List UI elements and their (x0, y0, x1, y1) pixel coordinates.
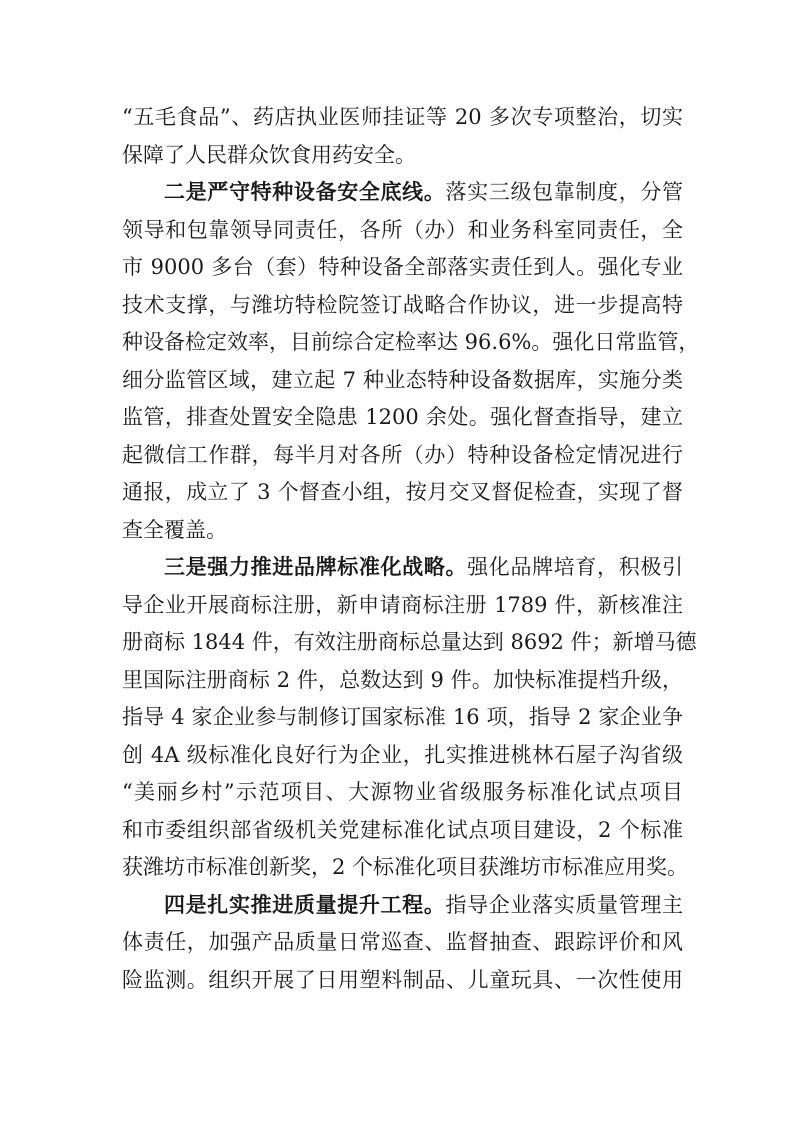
text-line: 和市委组织部省级机关党建标准化试点项目建设，2 个标准 (122, 817, 683, 842)
text-line: 获潍坊市标准创新奖，2 个标准化项目获潍坊市标准应用奖。 (122, 855, 689, 879)
text-span: 强化品牌培育，积极引 (467, 555, 684, 579)
paragraph-heading: 二是严守特种设备安全底线。 (164, 180, 446, 204)
text-line: “五毛食品”、药店执业医师挂证等 20 多次专项整治，切实 (122, 105, 683, 129)
text-line (122, 549, 683, 587)
text-line: 册商标 1844 件，有效注册商标总量达到 8692 件；新增马德 (122, 630, 697, 654)
text-line: 技术支撑，与潍坊特检院签订战略合作协议，进一步提高特 (122, 292, 683, 317)
text-line: 体责任，加强产品质量日常巡查、监督抽查、跟踪评价和风 (122, 930, 683, 954)
text-line: 保障了人民群众饮食用药安全。 (122, 142, 416, 167)
text-span: 落实三级包靠制度，分管 (445, 180, 684, 204)
text-line (122, 174, 683, 212)
text-line: 细分监管区域，建立起 7 种业态特种设备数据库，实施分类 (122, 367, 683, 392)
text-span: 指导企业落实质量管理主 (445, 892, 684, 917)
paragraph-2 (122, 174, 700, 549)
text-line: 指导 4 家企业参与制修订国家标准 16 项，指导 2 家企业争 (122, 705, 683, 729)
text-line: 市 9000 多台（套）特种设备全部落实责任到人。强化专业 (122, 255, 683, 279)
text-line (122, 887, 683, 925)
text-line: 领导和包靠领导同责任，各所（办）和业务科室同责任，全 (122, 217, 683, 242)
text-line: 起微信工作群，每半月对各所（办）特种设备检定情况进行 (122, 442, 683, 467)
text-line: 通报，成立了 3 个督查小组，按月交叉督促检查，实现了督 (122, 480, 683, 504)
text-line: “美丽乡村”示范项目、大源物业省级服务标准化试点项目 (122, 780, 683, 804)
text-line: 种设备检定效率，目前综合定检率达 96.6%。强化日常监管， (122, 330, 700, 354)
paragraph-1 (122, 99, 683, 174)
text-line: 监管，排查处置安全隐患 1200 余处。强化督查指导，建立 (122, 405, 683, 429)
paragraph-4 (122, 887, 683, 1000)
text-line: 里国际注册商标 2 件，总数达到 9 件。加快标准提档升级， (122, 667, 683, 692)
paragraph-heading: 四是扎实推进质量提升工程。 (164, 892, 446, 917)
text-line: 险监测。组织开展了日用塑料制品、儿童玩具、一次性使用 (122, 967, 683, 992)
text-line: 创 4A 级标准化良好行为企业，扎实推进桃林石屋子沟省级 (122, 742, 683, 767)
text-line: 导企业开展商标注册，新申请商标注册 1789 件，新核准注 (122, 592, 683, 617)
paragraph-heading: 三是强力推进品牌标准化战略。 (164, 555, 468, 579)
text-line: 查全覆盖。 (122, 517, 227, 542)
document-page (122, 99, 700, 999)
paragraph-3 (122, 549, 697, 887)
